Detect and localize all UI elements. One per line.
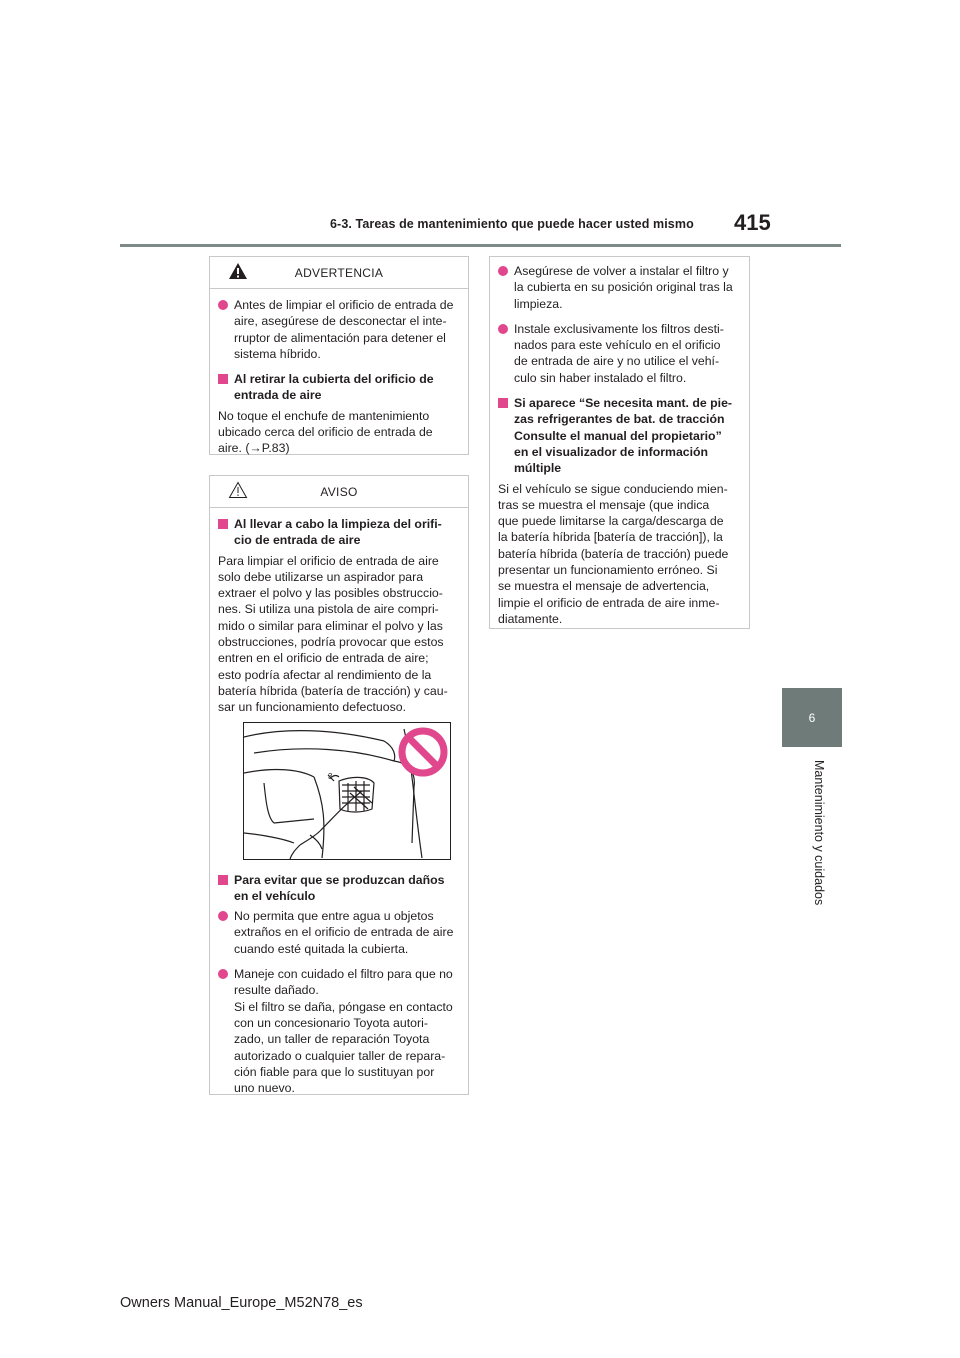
page-number: 415	[734, 210, 771, 235]
manual-id: Owners Manual_Europe_M52N78_es	[120, 1295, 363, 1311]
list-item	[218, 297, 460, 362]
bullet-text: Antes de limpiar el orificio de entrada de aire, asegúrese de desconectar el inte- rruptor de alimentación para detener el sistema híbrido.	[234, 298, 454, 361]
bullet-dot-icon	[498, 324, 508, 334]
list-item	[498, 263, 741, 312]
chapter-number: 6	[808, 710, 816, 725]
section-title: 6-3. Tareas de mantenimiento que puede hacer usted mismo	[330, 217, 694, 231]
paragraph: Si el vehículo se sigue conduciendo mien- tras se muestra el mensaje (que indica que puede limitarse la carga/descarga de la batería híbrida [batería de tracción]), la batería híbrida (batería de tracción) puede presentar un funcionamiento erróneo. Si se muestra el mensaje de advertencia, limpie el orificio de entrada de aire inme- diatamente.	[498, 481, 729, 626]
square-bullet-icon	[218, 519, 228, 529]
bullet-dot-icon	[218, 300, 228, 310]
warning-box	[209, 256, 469, 455]
subheading-text: Si aparece “Se necesita mant. de pie- zas refrigerantes de bat. de tracción Consulte el manual del propietario” en el visualizador de información múltiple	[514, 396, 733, 476]
paragraph: No toque el enchufe de mantenimiento ubicado cerca del orificio de entrada de aire. (→P.83)	[218, 408, 433, 456]
subheading	[218, 872, 460, 905]
warning-box-header	[210, 257, 468, 289]
bullet-dot-icon	[498, 266, 508, 276]
paragraph: Para limpiar el orificio de entrada de aire solo debe utilizarse un aspirador para extraer el polvo y las posibles obstruccio- nes. Si utiliza una pistola de aire compri- mido o similar para eliminar el polvo y las obstrucciones, podría provocar que estos entren en el orificio de entrada de aire; esto podría afectar al rendimiento de la batería híbrida (batería de tracción) y cau- sar un funcionamiento defectuoso.	[218, 553, 448, 715]
notice-box	[209, 475, 469, 1095]
bullet-dot-icon	[218, 911, 228, 921]
continued-box	[489, 256, 750, 629]
prohibited-icon	[398, 727, 448, 777]
chapter-label: Mantenimiento y cuidados	[812, 760, 826, 906]
bullet-dot-icon	[218, 969, 228, 979]
bullet-text: Asegúrese de volver a instalar el filtro y la cubierta en su posición original tras la limpieza.	[514, 264, 733, 311]
subheading-text: Para evitar que se produzcan daños en el vehículo	[234, 872, 445, 903]
illustration-air-intake-cleaning	[243, 722, 451, 860]
square-bullet-icon	[498, 398, 508, 408]
subheading	[218, 371, 460, 404]
list-item	[218, 966, 460, 1096]
subheading-text: Al llevar a cabo la limpieza del orifi- cio de entrada de aire	[234, 517, 442, 548]
header-divider	[120, 244, 841, 247]
notice-box-header	[210, 476, 468, 508]
bullet-text: No permita que entre agua u objetos extraños en el orificio de entrada de aire cuando esté quitada la cubierta.	[234, 909, 454, 956]
list-item	[498, 321, 741, 386]
subheading-text: Al retirar la cubierta del orificio de entrada de aire	[234, 372, 434, 403]
caution-triangle-icon	[228, 481, 248, 499]
svg-text:3: 3	[328, 771, 333, 781]
warning-triangle-icon	[228, 262, 248, 280]
chapter-tab[interactable]	[782, 688, 842, 747]
warning-title: ADVERTENCIA	[294, 265, 384, 280]
bullet-text: Maneje con cuidado el filtro para que no resulte dañado. Si el filtro se daña, póngase en contacto con un concesionario Toyota autori- zado, un taller de reparación Toyota autorizado o cualquier taller de repara- ción fiable para que lo sustituyan por uno nuevo.	[234, 967, 453, 1096]
subheading	[218, 516, 460, 549]
list-item	[218, 908, 460, 957]
subheading	[498, 395, 741, 476]
square-bullet-icon	[218, 374, 228, 384]
notice-title: AVISO	[320, 484, 358, 499]
square-bullet-icon	[218, 875, 228, 885]
bullet-text: Instale exclusivamente los filtros desti- nados para este vehículo en el orificio de entrada de aire y no utilice el vehí- culo sin haber instalado el filtro.	[514, 321, 724, 385]
